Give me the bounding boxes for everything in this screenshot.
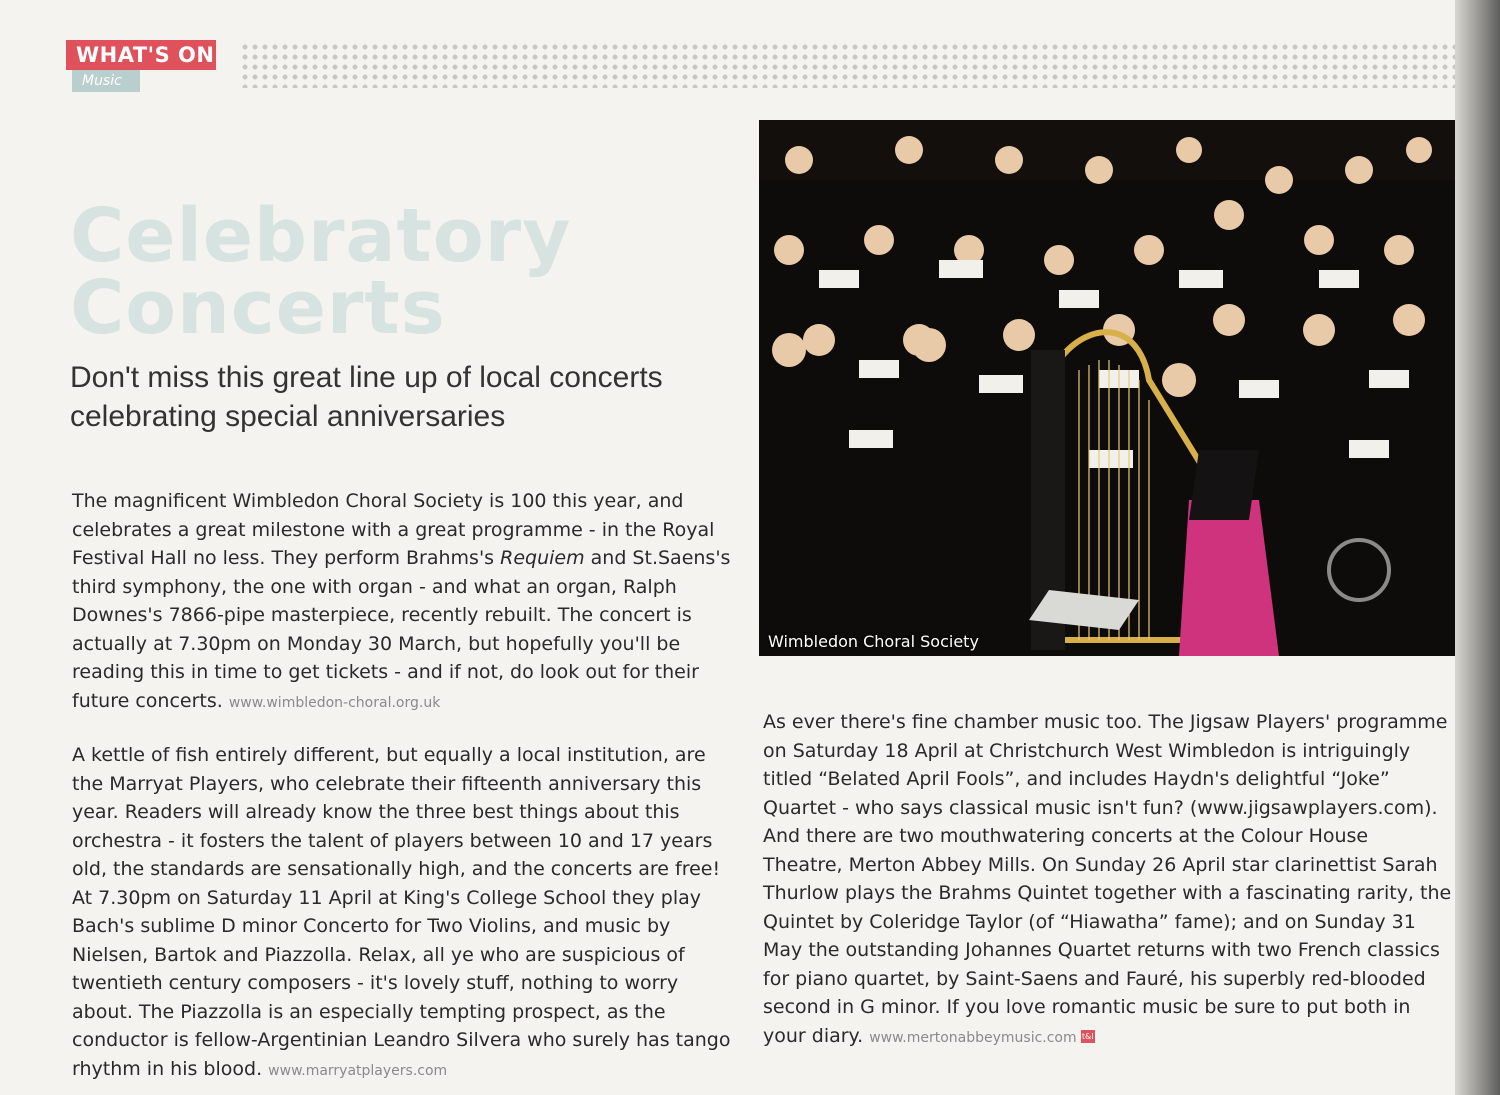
url-link[interactable]: www.marryatplayers.com xyxy=(268,1062,448,1079)
end-of-article-mark: t&l xyxy=(1081,1031,1094,1041)
paragraph-marryat-players xyxy=(72,741,732,1085)
subsection-tag: Music xyxy=(72,70,140,92)
paragraph-text: The magnificent Wimbledon Choral Society is 100 this year, and celebrates a great milestone with a great programme - in the Royal Festival Hall no less. They perform Brahms's xyxy=(72,490,715,569)
url-link[interactable]: www.mertonabbeymusic.com xyxy=(869,1029,1077,1046)
choir-photo xyxy=(759,120,1455,656)
url-link[interactable]: www.wimbledon-choral.org.uk xyxy=(228,694,441,711)
article-subtitle: Don't miss this great line up of local concerts celebrating special anniversaries xyxy=(70,361,663,433)
section-tag-label: WHAT'S ON xyxy=(76,43,215,67)
title-line-1: Celebratory xyxy=(70,193,572,279)
title-line-2: Concerts xyxy=(70,265,446,351)
paragraph-wimbledon-choral xyxy=(72,487,732,717)
photo-caption: Wimbledon Choral Society xyxy=(768,632,979,651)
italic-work-title: Requiem xyxy=(500,547,585,569)
paragraph-chamber-music xyxy=(763,708,1453,1052)
dotted-header-rule xyxy=(240,42,1455,88)
section-tag xyxy=(66,40,216,70)
page-gutter-edge xyxy=(1455,0,1500,1095)
article-title xyxy=(70,193,710,351)
paragraph-text: As ever there's fine chamber music too. The Jigsaw Players' programme on Saturday 18 April at Christchurch West Wimbledon is intriguingly titled “Belated April Fools”, and includes Haydn's delightful “Joke” Quartet - who says classical music isn't fun? (www.jigsawplayers.com). And there are two mouthwatering concerts at the Colour House Theatre, Merton Abbey Mills. On Sunday 26 April star clarinettist Sarah Thurlow plays the Brahms Quintet together with a fascinating rarity, the Quintet by Coleridge Taylor (of “Hiawatha” fame); and on Sunday 31 May the outstanding Johannes Quartet returns with two French classics for piano quartet, by Saint-Saens and Fauré, his superbly red-blooded second in G minor. If you love romantic music be sure to put both in your diary. xyxy=(763,711,1452,1047)
paragraph-text: and St.Saens's third symphony, the one with organ - and what an organ, Ralph Downes's 7866-pipe masterpiece, recently rebuilt. The concert is actually at 7.30pm on Monday 30 March, but hopefully you'll be reading this in time to get tickets - and if not, do look out for their future concerts. xyxy=(72,547,731,712)
paragraph-text: A kettle of fish entirely different, but equally a local institution, are the Marryat Players, who celebrate their fifteenth anniversary this year. Readers will already know the three best things about this orchestra - it fosters the talent of players between 10 and 17 years old, the standards are sensationally high, and the concerts are free! At 7.30pm on Saturday 11 April at King's College School they play Bach's sublime D minor Concerto for Two Violins, and music by Nielsen, Bartok and Piazzolla. Relax, all ye who are suspicious of twentieth century composers - it's lovely stuff, nothing to worry about. The Piazzolla is an especially tempting prospect, as the conductor is fellow-Argentinian Leandro Silvera who surely has tango rhythm in his blood. xyxy=(72,744,731,1080)
